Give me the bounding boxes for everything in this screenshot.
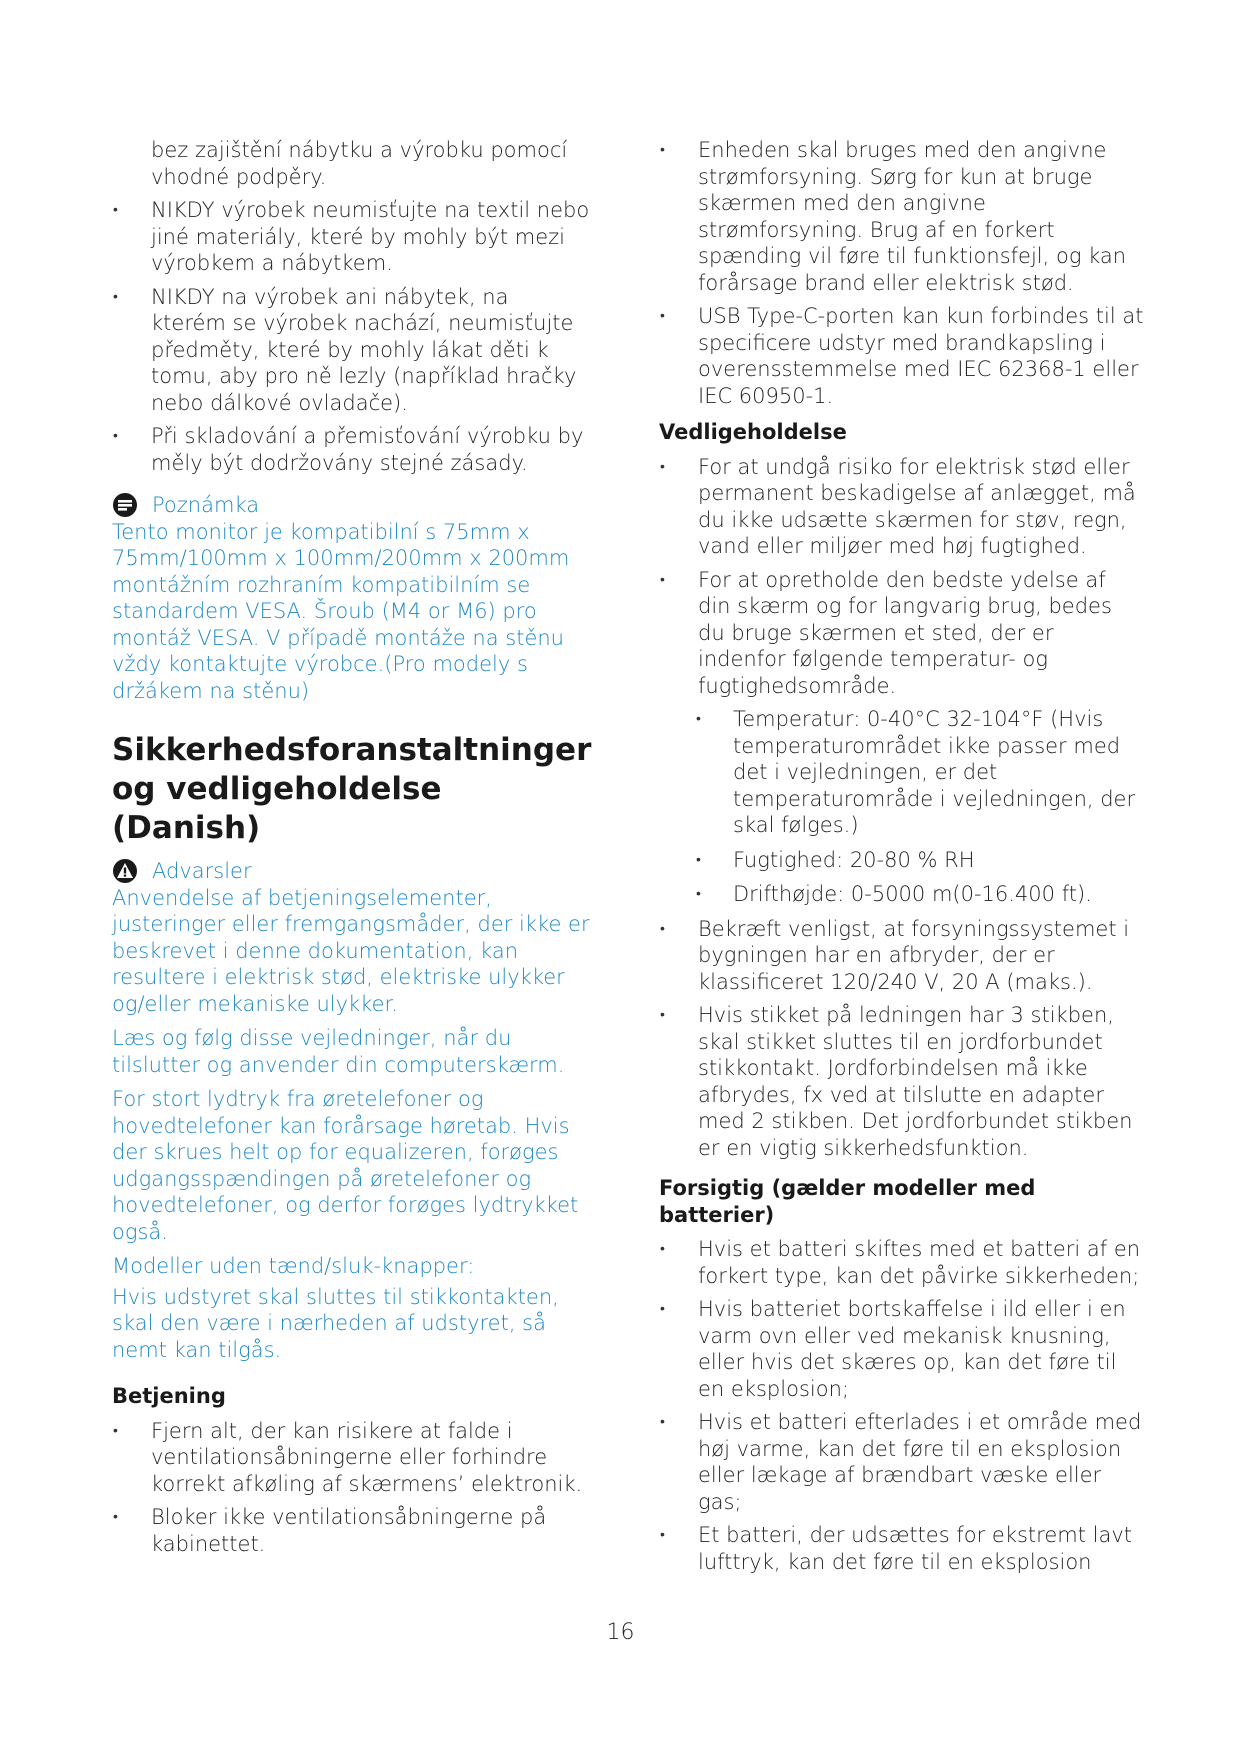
sublist-item: • Fugtighed: 20-80 % RH	[695, 847, 1144, 874]
environment-sublist	[695, 706, 1144, 908]
list-item: • Bloker ikke ventilationsåbningerne på kabinettet.	[112, 1504, 590, 1557]
list-item-text: For at opretholde den bedste ydelse af din skærm og for langvarig brug, bedes du bruge skærmen et sted, der er indenfor følgende temperatur- og fugtighedsområde.	[698, 567, 1112, 698]
list-item: • Et batteri, der udsættes for ekstremt lavt lufttryk, kan det føre til en eksplosion	[659, 1522, 1144, 1575]
note-text: Tento monitor je kompatibilní s 75mm x 75mm/100mm x 100mm/200mm x 200mm montážním rozhraním kompatibilním se standardem VESA. Šroub (M4 or M6) pro montáž VESA. V případě montáže na stěnu vždy kontaktujte výrobce.(Pro modely s držákem na stěnu)	[112, 519, 570, 703]
note-icon	[112, 492, 138, 518]
list-item: • NIKDY na výrobek ani nábytek, na kterém se výrobek nachází, neumisťujte předměty, které by mohly lákat děti k tomu, aby pro ně lezly (například hračky nebo dálkové ovladače).	[112, 284, 590, 417]
section-title: Sikkerhedsforanstaltninger og vedligeholdelse (Danish)	[112, 732, 592, 846]
list-item: • NIKDY výrobek neumisťujte na textil nebo jiné materiály, které by mohly být mezi výrobkem a nábytkem.	[112, 197, 590, 277]
warning-paragraph: Modeller uden tænd/sluk-knapper:	[112, 1254, 475, 1278]
operation-heading: Betjening	[112, 1384, 226, 1408]
page-number: 16	[606, 1620, 635, 1645]
warning-paragraph: For stort lydtryk fra øretelefoner og hovedtelefoner kan forårsage høretab. Hvis der skrues helt op for equalizeren, forøges udgangsspændingen på øretelefoner og hovedtelefoner, og derfor forøges lydtrykket også.	[112, 1087, 579, 1244]
battery-list	[659, 1236, 1144, 1575]
note-title: Poznámka	[152, 493, 260, 517]
warning-paragraph: Læs og følg disse vejledninger, når du tilslutter og anvender din computerskærm.	[112, 1026, 565, 1077]
intro-continuation: bez zajištění nábytku a výrobku pomocí vhodné podpěry.	[151, 138, 568, 189]
list-item: • Hvis et batteri skiftes med et batteri af en forkert type, kan det påvirke sikkerheden;	[659, 1236, 1144, 1289]
list-item: • For at undgå risiko for elektrisk stød eller permanent beskadigelse af anlægget, må du ikke udsætte skærmen for støv, regn, vand eller miljøer med høj fugtighed.	[659, 454, 1144, 560]
list-item	[659, 567, 1144, 700]
list-item: • Hvis stikket på ledningen har 3 stikben, skal stikket sluttes til en jordforbundet stikkontakt. Jordforbindelsen må ikke afbrydes, fx ved at tilslutte en adapter med 2 stikben. Det jordforbundet stikben er en vigtig sikkerhedsfunktion.	[659, 1002, 1144, 1161]
warning-paragraph: Hvis udstyret skal sluttes til stikkontakten, skal den være i nærheden af udstyret, så nemt kan tilgås.	[112, 1284, 559, 1362]
list-item: • USB Type-C-porten kan kun forbindes til at specificere udstyr med brandkapsling i overensstemmelse med IEC 62368-1 eller IEC 60950-1.	[659, 303, 1144, 409]
list-item: • Fjern alt, der kan risikere at falde i ventilationsåbningerne eller forhindre korrekt afkøling af skærmens’ elektronik.	[112, 1418, 590, 1498]
right-column	[659, 137, 1144, 1582]
battery-heading: Forsigtig (gælder modeller med batterier)	[659, 1176, 1036, 1227]
maintenance-heading: Vedligeholdelse	[659, 420, 847, 444]
sublist-item: • Drifthøjde: 0-5000 m(0-16.400 ft).	[695, 881, 1144, 908]
left-column	[112, 137, 590, 1564]
list-item: • Enheden skal bruges med den angivne strømforsyning. Sørg for kun at bruge skærmen med den angivne strømforsyning. Brug af en forkert spænding vil føre til funktionsfejl, og kan forårsage brand eller elektrisk stød.	[659, 137, 1144, 296]
warning-paragraph: Anvendelse af betjeningselementer, justeringer eller fremgangsmåder, der ikke er beskrevet i denne dokumentation, kan resultere i elektrisk stød, elektriske ulykker og/eller mekaniske ulykker.	[112, 885, 590, 1016]
warning-title: Advarsler	[152, 859, 252, 883]
list-item: • Hvis batteriet bortskaffelse i ild eller i en varm ovn eller ved mekanisk knusning, eller hvis det skæres op, kan det føre til en eksplosion;	[659, 1296, 1144, 1402]
list-item: • Bekræft venligst, at forsyningssystemet i bygningen har en afbryder, der er klassificeret 120/240 V, 20 A (maks.).	[659, 916, 1144, 996]
top-list	[659, 137, 1144, 409]
warning-header	[112, 858, 590, 885]
intro-list	[112, 137, 590, 476]
list-item: • Hvis et batteri efterlades i et område med høj varme, kan det føre til en eksplosion eller lækage af brændbart væske eller gas;	[659, 1409, 1144, 1515]
operation-list	[112, 1418, 590, 1558]
note-header	[112, 492, 590, 519]
warning-icon	[112, 858, 138, 884]
sublist-item: • Temperatur: 0-40°C 32-104°F (Hvis temperaturområdet ikke passer med det i vejledningen, er det temperaturområde i vejledningen, der skal følges.)	[695, 706, 1144, 839]
list-item: • Při skladování a přemisťování výrobku by měly být dodržovány stejné zásady.	[112, 423, 590, 476]
maintenance-list	[659, 454, 1144, 700]
more-list	[659, 916, 1144, 1162]
